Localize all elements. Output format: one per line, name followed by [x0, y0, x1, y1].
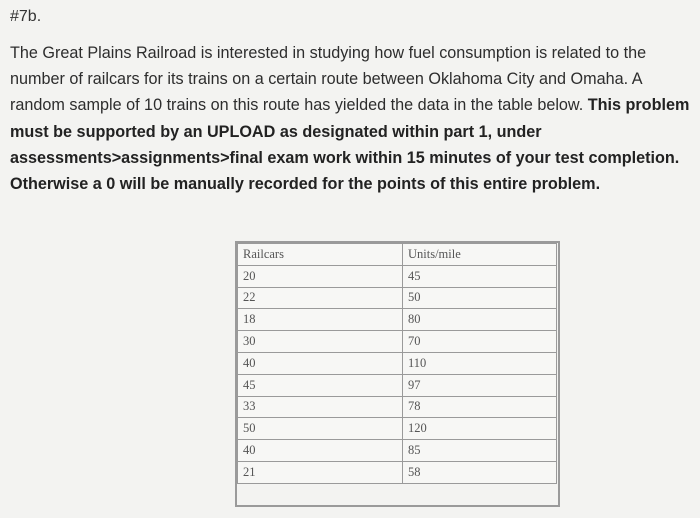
problem-intro: The Great Plains Railroad is interested in studying how fuel consumption is related to the number of railcars for its trains on a certain route between Oklahoma City and Omaha. A random sample of 10 trains on this route has yielded the data in the table below. — [10, 44, 647, 115]
table-row — [238, 352, 557, 374]
units-cell: 80 — [403, 309, 557, 331]
railcars-cell: 40 — [238, 352, 403, 374]
question-number: #7b. — [10, 8, 42, 25]
table-row — [238, 396, 557, 418]
units-cell: 70 — [403, 331, 557, 353]
railcars-cell: 18 — [238, 309, 403, 331]
table-row — [238, 418, 557, 440]
units-cell: 97 — [403, 374, 557, 396]
units-cell: 110 — [403, 352, 557, 374]
railcars-cell: 30 — [238, 331, 403, 353]
units-cell: 45 — [403, 265, 557, 287]
table-header-row — [238, 244, 557, 266]
railcars-cell: 40 — [238, 440, 403, 462]
units-cell: 50 — [403, 287, 557, 309]
problem-statement — [10, 40, 694, 197]
railcars-cell: 20 — [238, 265, 403, 287]
table-row — [238, 287, 557, 309]
header-units-per-mile: Units/mile — [403, 244, 557, 266]
railcars-cell: 22 — [238, 287, 403, 309]
units-cell: 58 — [403, 461, 557, 483]
units-cell: 85 — [403, 440, 557, 462]
table-row — [238, 265, 557, 287]
railcars-cell: 33 — [238, 396, 403, 418]
railcars-cell: 45 — [238, 374, 403, 396]
units-cell: 78 — [403, 396, 557, 418]
railcars-cell: 50 — [238, 418, 403, 440]
table-row — [238, 309, 557, 331]
units-cell: 120 — [403, 418, 557, 440]
railcars-cell: 21 — [238, 461, 403, 483]
table-row — [238, 331, 557, 353]
data-table — [237, 243, 557, 484]
table-row — [238, 374, 557, 396]
table-row — [238, 461, 557, 483]
table-row — [238, 440, 557, 462]
header-railcars: Railcars — [238, 244, 403, 266]
problem-instruction: This problem must be supported by an UPLOAD as designated within part 1, under assessments>assignments>final exam work within 15 minutes of your test completion. Otherwise a 0 will be manually recorded for the points of this entire problem. — [10, 96, 690, 194]
